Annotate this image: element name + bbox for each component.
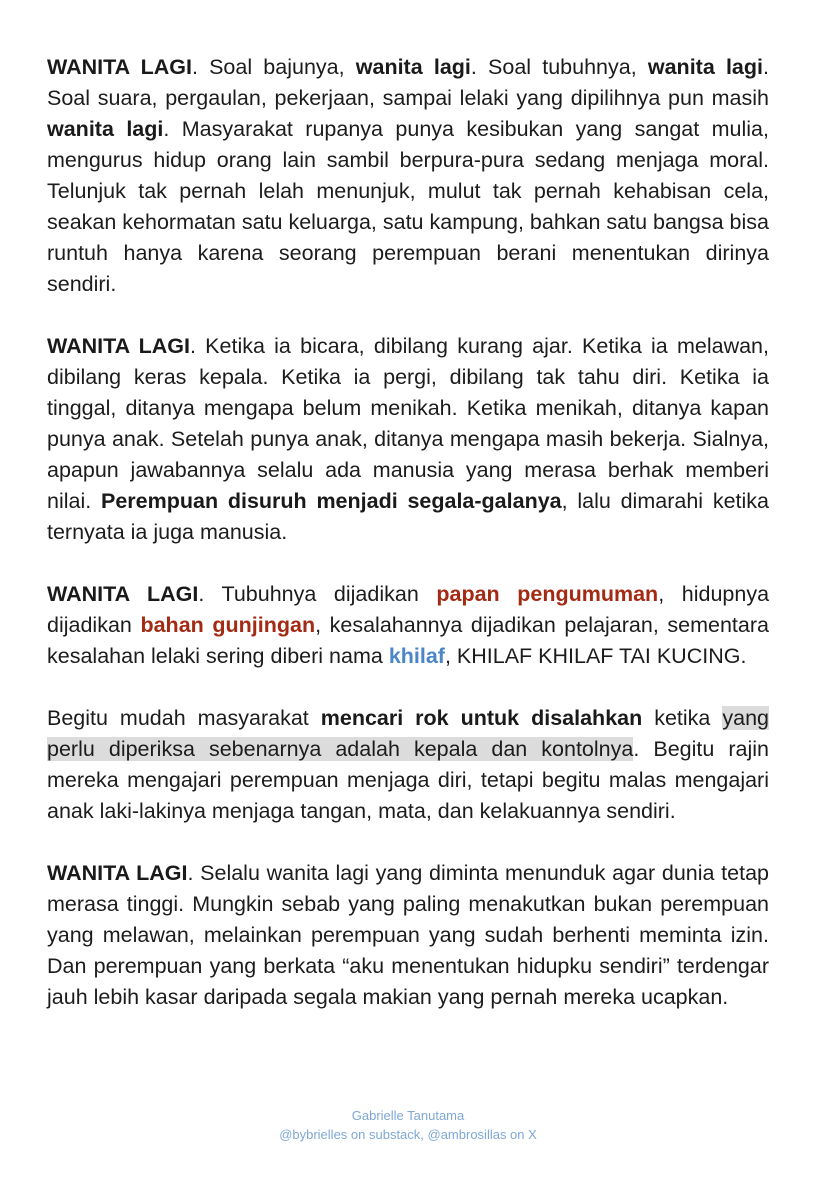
- refrain-emphasis: WANITA LAGI: [47, 861, 188, 885]
- text-run: . Soal suara, pergaulan, pekerjaan, sampai lelaki yang dipilihnya pun masih: [47, 55, 769, 110]
- highlighted-text: yang perlu diperiksa sebenarnya adalah kepala dan kontolnya: [47, 706, 769, 761]
- author-name: Gabrielle Tanutama: [351, 1108, 465, 1123]
- bold-emphasis: mencari rok untuk disalahkan: [320, 706, 643, 730]
- text-run: , hidupnya dijadikan: [47, 582, 770, 637]
- red-emphasis: papan pengumuman: [436, 582, 659, 606]
- paragraph-1: [47, 52, 769, 300]
- refrain-emphasis: wanita lagi: [355, 55, 471, 79]
- red-emphasis: bahan gunjingan: [140, 613, 316, 637]
- paragraph-5: [47, 858, 769, 1013]
- paragraph-3: [47, 579, 769, 672]
- refrain-emphasis: WANITA LAGI: [47, 55, 192, 79]
- refrain-emphasis: wanita lagi: [647, 55, 763, 79]
- text-run: . Begitu rajin mereka mengajari perempuan menjaga diri, tetapi begitu malas mengajari anak laki-lakinya menjaga tangan, mata, dan kelakuannya sendiri.: [47, 737, 769, 823]
- paragraph-2: [47, 331, 769, 548]
- text-run: , lalu dimarahi ketika ternyata ia juga manusia.: [47, 489, 769, 544]
- text-run: . Tubuhnya dijadikan: [198, 582, 437, 606]
- bold-emphasis: Perempuan disuruh menjadi segala-galanya: [100, 489, 562, 513]
- text-run: Begitu mudah masyarakat: [47, 706, 321, 730]
- text-run: . Masyarakat rupanya punya kesibukan yang sangat mulia, mengurus hidup orang lain sambil berpura-pura sedang menjaga moral. Telunjuk tak pernah lelah menunjuk, mulut tak pernah kehabisan cela, seakan kehormatan satu keluarga, satu kampung, bahkan satu bangsa bisa runtuh hanya karena seorang perempuan berani menentukan dirinya sendiri.: [47, 117, 769, 296]
- text-run: ketika: [642, 706, 723, 730]
- text-run: . Selalu wanita lagi yang diminta menunduk agar dunia tetap merasa tinggi. Mungkin sebab yang paling menakutkan bukan perempuan yang melawan, melainkan perempuan yang sudah berhenti meminta izin. Dan perempuan yang berkata “aku menentukan hidupku sendiri” terdengar jauh lebih kasar daripada segala makian yang pernah mereka ucapkan.: [47, 861, 769, 1009]
- refrain-emphasis: wanita lagi: [47, 117, 164, 141]
- refrain-emphasis: WANITA LAGI: [47, 334, 190, 358]
- text-run: . Soal bajunya,: [191, 55, 356, 79]
- text-run: , kesalahannya dijadikan pelajaran, sementara kesalahan lelaki sering diberi nama: [47, 613, 769, 668]
- blue-emphasis: khilaf: [388, 644, 445, 668]
- essay-body: [47, 52, 769, 1044]
- paragraph-4: [47, 703, 769, 827]
- text-run: . Ketika ia bicara, dibilang kurang ajar. Ketika ia melawan, dibilang keras kepala. Ketika ia pergi, dibilang tak tahu diri. Ketika ia tinggal, ditanya mengapa belum menikah. Ketika menikah, ditanya kapan punya anak. Setelah punya anak, ditanya mengapa masih bekerja. Sialnya, apapun jawabannya selalu ada manusia yang merasa berhak memberi nilai.: [47, 334, 769, 513]
- author-footer: [0, 1106, 816, 1144]
- author-handles: @bybrielles on substack, @ambrosillas on X: [279, 1127, 537, 1142]
- refrain-emphasis: WANITA LAGI: [47, 582, 199, 606]
- text-run: . Soal tubuhnya,: [470, 55, 648, 79]
- text-run: , KHILAF KHILAF TAI KUCING.: [444, 644, 747, 668]
